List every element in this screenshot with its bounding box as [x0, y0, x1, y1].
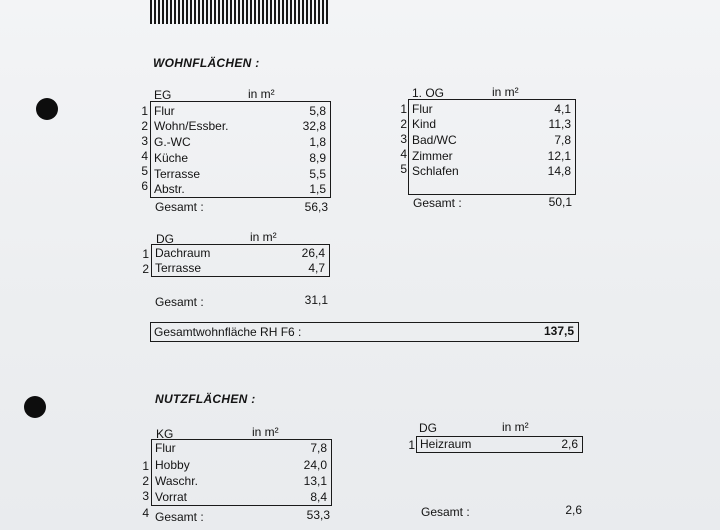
dg-title: DG: [156, 232, 174, 246]
section-heading-wohnflaechen: WOHNFLÄCHEN :: [153, 56, 260, 70]
kg-row-numbers: 1 2 3 4: [142, 459, 149, 520]
redacted-header-title: [150, 0, 328, 24]
table-row: Dachraum 26,4: [155, 246, 325, 260]
table-row: Hobby 24,0: [155, 458, 327, 472]
punch-hole-top: [36, 98, 58, 120]
table-row: Terrasse 5,5: [154, 167, 326, 181]
table-row: Kind 11,3: [412, 117, 571, 131]
table-row: Terrasse 4,7: [155, 261, 325, 275]
nutz-dg-table: [416, 436, 583, 453]
table-row: Abstr. 1,5: [154, 182, 326, 196]
table-row: Schlafen 14,8: [412, 164, 571, 178]
table-row: Flur 5,8: [154, 104, 326, 118]
gesamtwohnflaeche-value: 137,5: [543, 324, 574, 338]
table-row: Flur 7,8: [155, 441, 327, 455]
kg-table: [151, 439, 332, 506]
table-row: Wohn/Essber. 32,8: [154, 119, 326, 133]
og-title: 1. OG: [412, 86, 445, 100]
nutz-dg-total-value: 2,6: [565, 503, 582, 517]
punch-hole-bottom: [24, 396, 46, 418]
eg-table: [150, 101, 331, 198]
eg-title: EG: [154, 88, 172, 102]
table-row: Bad/WC 7,8: [412, 133, 571, 147]
table-row: Heizraum 2,6: [420, 437, 578, 451]
kg-total-value: 53,3: [306, 508, 330, 522]
section-heading-nutzflaechen: NUTZFLÄCHEN :: [155, 392, 256, 406]
og-table: [408, 99, 576, 195]
table-row: Vorrat 8,4: [155, 490, 327, 504]
nutz-dg-row-numbers: 1: [408, 438, 415, 452]
dg-total-value: 31,1: [304, 293, 328, 307]
og-unit: in m²: [492, 85, 519, 99]
kg-unit: in m²: [252, 425, 279, 439]
nutz-dg-total-label: Gesamt :: [421, 505, 470, 519]
eg-total-label: Gesamt :: [155, 200, 204, 214]
dg-total-label: Gesamt :: [155, 295, 204, 309]
kg-title: KG: [156, 427, 174, 441]
dg-row-numbers: 1 2: [142, 247, 149, 276]
table-row: Flur 4,1: [412, 102, 571, 116]
gesamtwohnflaeche-label: Gesamtwohnfläche RH F6 :: [154, 325, 302, 339]
og-total-label: Gesamt :: [413, 196, 462, 210]
kg-total-label: Gesamt :: [155, 510, 204, 524]
eg-row-numbers: 1 2 3 4 5 6: [141, 104, 148, 193]
table-row: Waschr. 13,1: [155, 474, 327, 488]
table-row: G.-WC 1,8: [154, 135, 326, 149]
eg-unit: in m²: [248, 87, 275, 101]
dg-unit: in m²: [250, 230, 277, 244]
nutz-dg-unit: in m²: [502, 420, 529, 434]
nutz-dg-title: DG: [419, 421, 437, 435]
table-row: Küche 8,9: [154, 151, 326, 165]
og-total-value: 50,1: [548, 195, 572, 209]
dg-table: [151, 244, 330, 277]
og-row-numbers: 1 2 3 4 5: [400, 102, 407, 176]
gesamtwohnflaeche-box: [150, 322, 579, 342]
table-row: Zimmer 12,1: [412, 149, 571, 163]
eg-total-value: 56,3: [304, 200, 328, 214]
